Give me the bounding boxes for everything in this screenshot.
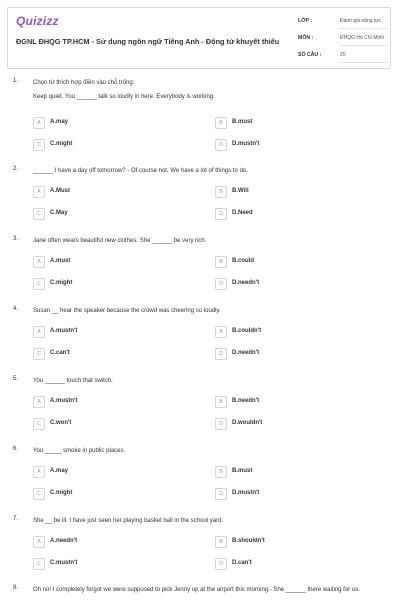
question-text: Jane often wears beautiful new clothes. She ______ be very rich. xyxy=(33,238,207,244)
option-b[interactable] xyxy=(215,117,365,129)
option-c[interactable] xyxy=(33,418,183,430)
option-b[interactable] xyxy=(215,256,365,268)
option-letter-box: A xyxy=(33,326,45,338)
option-letter-box: C xyxy=(33,558,45,570)
option-letter-box: D xyxy=(215,348,227,360)
option-text: C.mustn't xyxy=(50,560,78,566)
option-text: A.Must xyxy=(50,188,70,194)
question-number: 8. xyxy=(13,585,19,591)
worksheet-header xyxy=(7,7,391,69)
option-letter-box: A xyxy=(33,117,45,129)
option-letter-box: B xyxy=(215,256,227,268)
option-text: A.mustn't xyxy=(50,398,78,404)
option-b[interactable] xyxy=(215,396,365,408)
option-letter-box: C xyxy=(33,488,45,500)
option-text: B.couldn't xyxy=(232,328,262,334)
option-letter-box: B xyxy=(215,326,227,338)
option-text: D.needn't xyxy=(232,350,260,356)
option-a[interactable] xyxy=(33,326,183,338)
meta-count xyxy=(298,50,390,64)
option-text: D.mustn't xyxy=(232,490,260,496)
question-number: 5. xyxy=(13,376,19,382)
meta-subject-value: ĐHQG Hồ Chí Minh xyxy=(340,33,388,46)
question-number: 3. xyxy=(13,236,19,242)
option-letter-box: B xyxy=(215,536,227,548)
option-c[interactable] xyxy=(33,139,183,151)
option-text: C.might xyxy=(50,280,73,286)
option-letter-box: C xyxy=(33,208,45,220)
meta-count-label: SỐ CÂU : xyxy=(298,52,322,58)
question-number: 1. xyxy=(13,78,19,84)
option-letter-box: C xyxy=(33,348,45,360)
option-text: A.must xyxy=(50,258,71,264)
option-letter-box: C xyxy=(33,139,45,151)
option-letter-box: B xyxy=(215,396,227,408)
option-letter-box: A xyxy=(33,186,45,198)
question-text: ______ I have a day off tomorrow? - Of course not. We have a lot of things to do. xyxy=(33,168,248,174)
option-letter-box: B xyxy=(215,466,227,478)
option-a[interactable] xyxy=(33,117,183,129)
option-text: C.May xyxy=(50,210,68,216)
option-d[interactable] xyxy=(215,488,365,500)
option-c[interactable] xyxy=(33,278,183,290)
option-d[interactable] xyxy=(215,348,365,360)
question-number: 4. xyxy=(13,306,19,312)
option-d[interactable] xyxy=(215,278,365,290)
option-text: C.might xyxy=(50,490,73,496)
option-text: D.needn't xyxy=(232,280,260,286)
option-text: A.may xyxy=(50,119,69,125)
option-a[interactable] xyxy=(33,256,183,268)
question-text: Chọn từ thích hợp điền vào chỗ trống: xyxy=(33,80,135,86)
option-letter-box: D xyxy=(215,139,227,151)
option-a[interactable] xyxy=(33,396,183,408)
meta-class-label: LỚP : xyxy=(298,18,313,24)
option-text: B.shouldn't xyxy=(232,538,265,544)
option-text: B.Will xyxy=(232,188,249,194)
option-text: D.wouldn't xyxy=(232,420,263,426)
question-sentence: Keep quiet. You ______ talk so loudly in here. Everybody is working. xyxy=(33,94,215,100)
option-a[interactable] xyxy=(33,466,183,478)
option-letter-box: D xyxy=(215,488,227,500)
option-b[interactable] xyxy=(215,186,365,198)
option-letter-box: A xyxy=(33,396,45,408)
option-text: D.mustn't xyxy=(232,141,260,147)
option-d[interactable] xyxy=(215,139,365,151)
option-b[interactable] xyxy=(215,326,365,338)
option-d[interactable] xyxy=(215,558,365,570)
option-text: D.can't xyxy=(232,560,252,566)
option-text: B.must xyxy=(232,119,253,125)
option-b[interactable] xyxy=(215,536,365,548)
option-letter-box: A xyxy=(33,466,45,478)
option-c[interactable] xyxy=(33,208,183,220)
worksheet-title: ĐGNL ĐHQG TP.HCM - Sử dụng ngôn ngữ Tiếng Anh - Động từ khuyết thiếu xyxy=(16,37,280,46)
option-d[interactable] xyxy=(215,418,365,430)
option-letter-box: D xyxy=(215,278,227,290)
option-c[interactable] xyxy=(33,558,183,570)
option-letter-box: A xyxy=(33,256,45,268)
question-text: You ______ touch that switch. xyxy=(33,378,113,384)
question-number: 7. xyxy=(13,516,19,522)
question-number: 2. xyxy=(13,166,19,172)
option-text: A.needn't xyxy=(50,538,78,544)
option-letter-box: B xyxy=(215,186,227,198)
option-letter-box: D xyxy=(215,418,227,430)
option-text: B.could xyxy=(232,258,254,264)
option-text: D.Need xyxy=(232,210,253,216)
quizizz-logo: Quizizz xyxy=(16,14,59,28)
question-text: You _____ smoke in public places. xyxy=(33,448,126,454)
option-letter-box: C xyxy=(33,278,45,290)
option-letter-box: A xyxy=(33,536,45,548)
option-text: C.might xyxy=(50,141,73,147)
option-letter-box: C xyxy=(33,418,45,430)
question-number: 6. xyxy=(13,446,19,452)
option-c[interactable] xyxy=(33,348,183,360)
meta-class xyxy=(298,16,390,30)
option-text: A.mustn't xyxy=(50,328,78,334)
option-b[interactable] xyxy=(215,466,365,478)
option-a[interactable] xyxy=(33,536,183,548)
option-text: B.needn't xyxy=(232,398,260,404)
option-text: C.won't xyxy=(50,420,72,426)
option-text: B.must xyxy=(232,468,253,474)
option-letter-box: B xyxy=(215,117,227,129)
meta-class-value: Đánh giá năng lực xyxy=(340,16,388,29)
meta-subject-label: MÔN : xyxy=(298,35,314,41)
option-text: A.may xyxy=(50,468,69,474)
option-c[interactable] xyxy=(33,488,183,500)
option-letter-box: D xyxy=(215,558,227,570)
option-a[interactable] xyxy=(33,186,183,198)
question-text: Oh no! I completely forgot we were supposed to pick Jenny up at the airport this morning.- She ______ there waiting for us. xyxy=(33,587,360,593)
question-text: She __ be ill. I have just seen her playing basket ball in the school yard. xyxy=(33,518,224,524)
meta-subject xyxy=(298,33,390,47)
option-text: C.can't xyxy=(50,350,70,356)
option-letter-box: D xyxy=(215,208,227,220)
question-text: Susan __ hear the speaker because the crowd was cheering so loudly. xyxy=(33,308,221,314)
meta-count-value: 20 xyxy=(340,50,388,63)
option-d[interactable] xyxy=(215,208,365,220)
